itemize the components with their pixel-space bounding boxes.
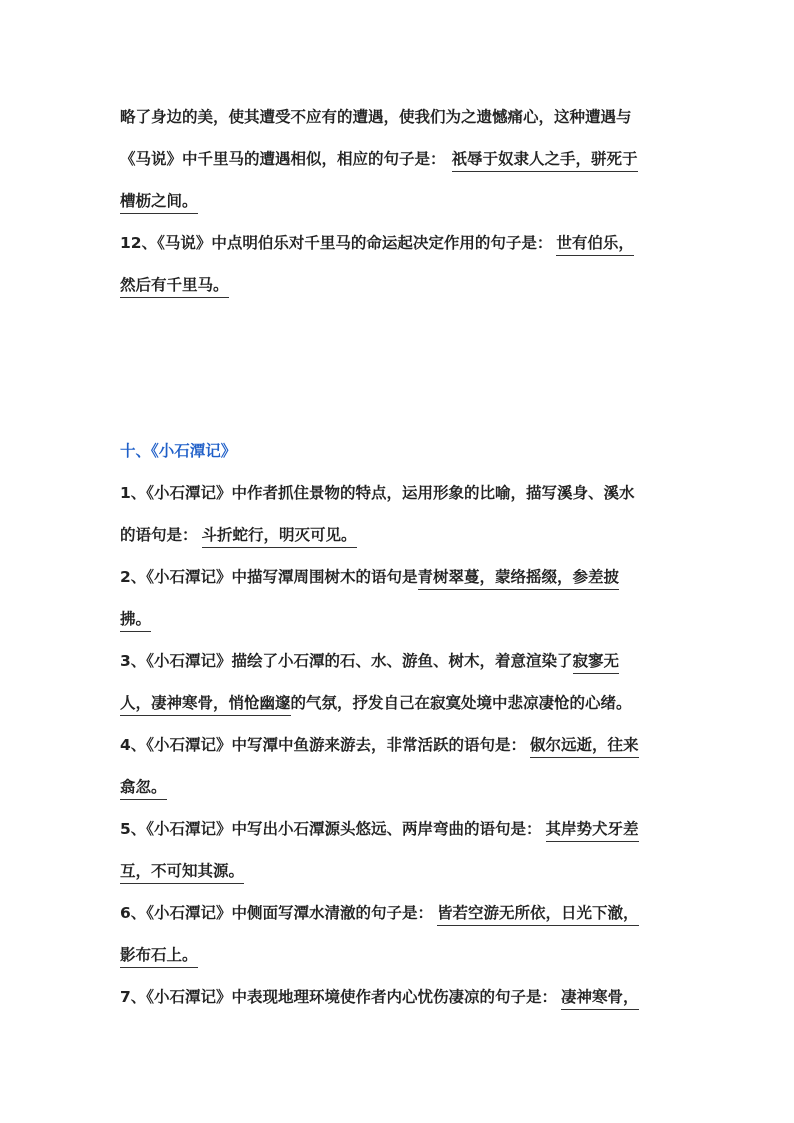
question-12 [120, 230, 680, 256]
question-3 [120, 648, 680, 674]
question-5 [120, 816, 680, 842]
section-heading-text: 十、《小石潭记》 [120, 442, 237, 460]
text-line [120, 774, 680, 800]
text-line [120, 104, 680, 130]
answer-underlined: 凄神寒骨， [561, 986, 639, 1010]
question-6 [120, 900, 680, 926]
text-line [120, 606, 680, 632]
text-line [120, 858, 680, 884]
answer-underlined: 拂。 [120, 608, 151, 632]
section-heading [120, 438, 680, 464]
answer-underlined: 世有伯乐， [556, 232, 634, 256]
answer-underlined: 影布石上。 [120, 944, 198, 968]
question-7 [120, 984, 680, 1010]
text-line [120, 146, 680, 172]
answer-underlined: 其岸势犬牙差 [546, 818, 639, 842]
line-text: 12、《马说》中点明伯乐对千里马的命运起决定作用的句子是： [120, 234, 553, 252]
answer-underlined: 祇辱于奴隶人之手，骈死于 [452, 148, 638, 172]
question-2 [120, 564, 680, 590]
answer-underlined: 斗折蛇行，明灭可见。 [202, 524, 357, 548]
line-text: 略了身边的美，使其遭受不应有的遭遇，使我们为之遗憾痛心，这种遭遇与 [120, 108, 632, 126]
line-text: 2、《小石潭记》中描写潭周围树木的语句是 [120, 568, 418, 586]
line-text: 4、《小石潭记》中写潭中鱼游来游去，非常活跃的语句是： [120, 736, 527, 754]
question-4 [120, 732, 680, 758]
answer-underlined: 槽枥之间。 [120, 190, 198, 214]
line-text: 6、《小石潭记》中侧面写潭水清澈的句子是： [120, 904, 434, 922]
answer-underlined: 皆若空游无所依，日光下澈， [437, 902, 639, 926]
answer-underlined: 青树翠蔓，蒙络摇缀，参差披 [418, 566, 620, 590]
text-line [120, 942, 680, 968]
answer-underlined: 俶尔远逝，往来 [530, 734, 639, 758]
line-text: 5、《小石潭记》中写出小石潭源头悠远、两岸弯曲的语句是： [120, 820, 542, 838]
line-text: 7、《小石潭记》中表现地理环境使作者内心忧伤凄凉的句子是： [120, 988, 558, 1006]
line-text: 3、《小石潭记》描绘了小石潭的石、水、游鱼、树木，着意渲染了 [120, 652, 573, 670]
answer-underlined: 人，凄神寒骨，悄怆幽邃 [120, 692, 291, 716]
text-line [120, 690, 680, 716]
line-text: 1、《小石潭记》中作者抓住景物的特点，运用形象的比喻，描写溪身、溪水 [120, 484, 635, 502]
answer-underlined: 然后有千里马。 [120, 274, 229, 298]
answer-underlined: 翕忽。 [120, 776, 167, 800]
answer-underlined: 互，不可知其源。 [120, 860, 244, 884]
text-line [120, 272, 680, 298]
text-line [120, 188, 680, 214]
line-text: 《马说》中千里马的遭遇相似，相应的句子是： [120, 150, 446, 168]
text-line [120, 522, 680, 548]
question-1 [120, 480, 680, 506]
answer-underlined: 寂寥无 [573, 650, 620, 674]
line-text: 的气氛，抒发自己在寂寞处境中悲凉凄怆的心绪。 [290, 694, 632, 712]
line-text: 的语句是： [120, 526, 198, 544]
